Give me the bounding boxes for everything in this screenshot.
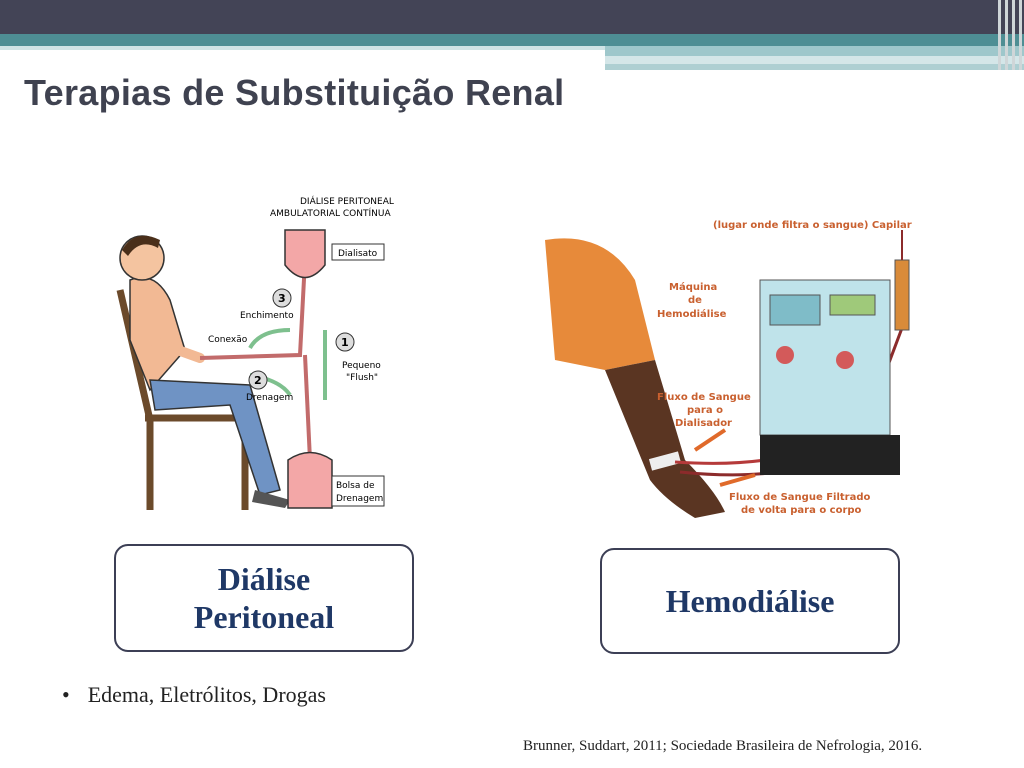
drain-line	[305, 355, 310, 460]
peritoneal-label-box	[114, 544, 414, 652]
capilar-filter	[895, 260, 909, 330]
bullet-text: Edema, Eletrólitos, Drogas	[87, 682, 326, 707]
step1-number: 1	[341, 336, 349, 349]
machine-pump	[776, 346, 794, 364]
chair-seat	[145, 418, 245, 510]
drain-bag	[288, 453, 332, 509]
bolsa-label-line1: Bolsa de	[336, 481, 375, 491]
patient-arm	[605, 360, 725, 518]
fluxo1-label-line1: Fluxo de Sangue	[657, 392, 751, 403]
peritoneal-label-line1: Diálise	[217, 561, 311, 597]
machine-pump-2	[836, 351, 854, 369]
header-band	[0, 34, 1024, 46]
bullet-item	[62, 682, 326, 708]
conexao-label: Conexão	[208, 335, 248, 345]
step1-label-line1: Pequeno	[342, 361, 381, 371]
machine-base	[760, 435, 900, 475]
step1-label-line2: "Flush"	[346, 373, 379, 383]
flow-arrow-in	[695, 430, 725, 450]
dialisato-label: Dialisato	[338, 249, 378, 259]
machine-panel	[770, 295, 820, 325]
pd-heading-line1: DIÁLISE PERITONEAL	[300, 197, 394, 207]
shirt-sleeve	[545, 238, 655, 370]
fill-arrow	[250, 330, 290, 348]
maquina-label-line1: Máquina	[669, 282, 718, 293]
step2-number: 2	[254, 374, 262, 387]
hemodialysis-label: Hemodiálise	[665, 583, 835, 619]
header-band-accent-mid	[605, 64, 1024, 70]
hemodialysis-illustration	[545, 200, 955, 525]
reference-text: Brunner, Suddart, 2011; Sociedade Brasileira de Nefrologia, 2016.	[523, 738, 923, 754]
peritoneal-label-line2: Peritoneal	[193, 599, 335, 635]
capilar-label: (lugar onde filtra o sangue) Capilar	[713, 220, 912, 231]
fluxo2-label-line2: de volta para o corpo	[741, 505, 862, 516]
step3-label: Enchimento	[240, 311, 294, 321]
step3-number: 3	[278, 292, 286, 305]
header-band-accent-light	[605, 56, 1024, 64]
header-bar	[0, 0, 1024, 34]
bullet-dot: •	[62, 682, 70, 707]
flow-arrow-out	[720, 475, 755, 485]
machine-display	[830, 295, 875, 315]
peritoneal-dialysis-illustration	[110, 190, 410, 520]
bolsa-label-line2: Drenagem	[336, 494, 384, 504]
step2-label: Drenagem	[246, 393, 294, 403]
maquina-label-line2: de	[688, 295, 702, 306]
header-stripes	[994, 0, 1024, 70]
maquina-label-line3: Hemodiálise	[657, 309, 727, 320]
fluxo1-label-line3: Dialisador	[675, 418, 732, 429]
header-tab	[0, 46, 605, 50]
pd-heading-line2: AMBULATORIAL CONTÍNUA	[270, 209, 391, 219]
dialisato-bag	[285, 230, 325, 278]
hemodialysis-label-box	[600, 548, 900, 654]
fluxo1-label-line2: para o	[687, 405, 723, 416]
header-band-accent	[605, 46, 1024, 56]
fluxo2-label-line1: Fluxo de Sangue Filtrado	[729, 492, 871, 503]
slide-title: Terapias de Substituição Renal	[24, 72, 565, 113]
